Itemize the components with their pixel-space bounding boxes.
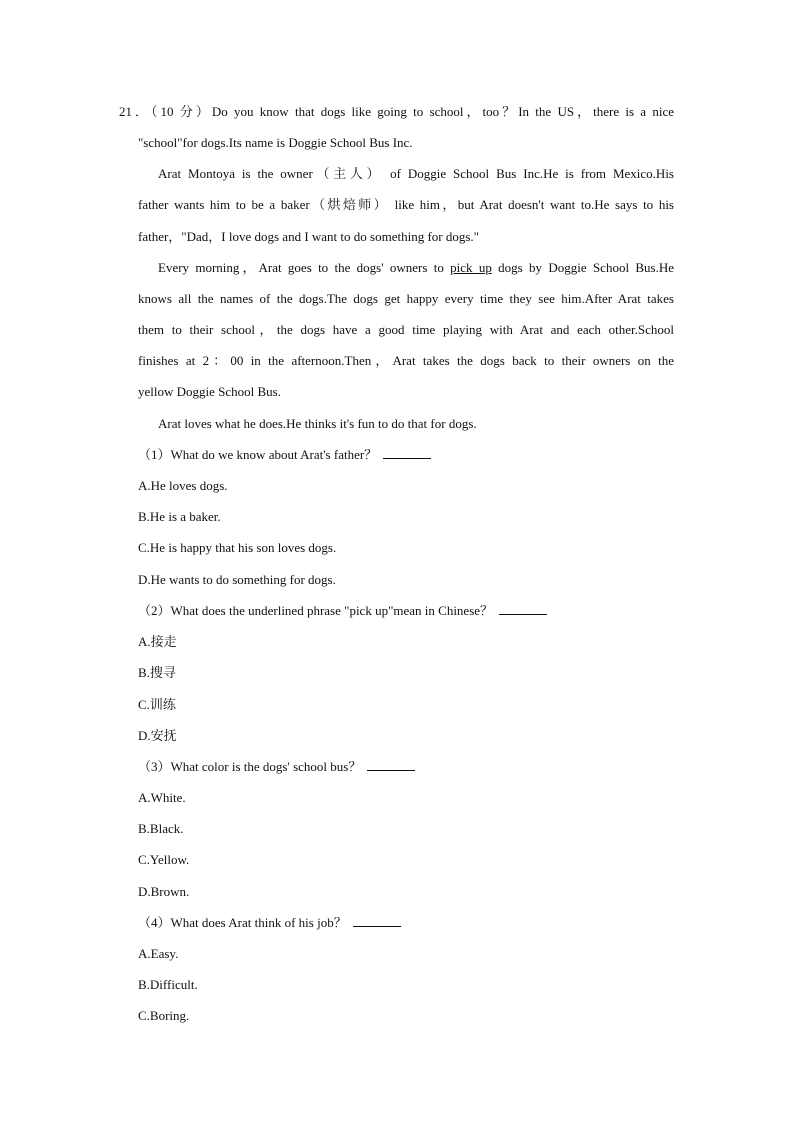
option-4a[interactable]: A.Easy. [138,946,179,961]
option-3a[interactable]: A.White. [138,790,186,805]
paragraph-2-line-1 [158,260,674,276]
sub-question-1 [138,447,431,463]
underlined-phrase: pick up [450,260,492,275]
option-4b[interactable]: B.Difficult. [138,977,198,992]
option-2c[interactable]: C.训练 [138,697,176,712]
option-3c[interactable]: C.Yellow. [138,852,190,867]
paragraph-1-line-2: father wants him to be a baker（烘焙师） like him，but Arat doesn't want to.He says to his [138,197,674,212]
sub-question-2 [138,603,547,619]
option-2a[interactable]: A.接走 [138,634,177,649]
option-4c[interactable]: C.Boring. [138,1008,190,1023]
answer-blank[interactable] [367,759,415,771]
paragraph-2-line-2: knows all the names of the dogs.The dogs get happy every time they see him.After Arat takes [138,291,674,306]
sub-question-3-prompt: （3）What color is the dogs' school bus？ [138,759,362,774]
paragraph-1-line-3: father，"Dad，I love dogs and I want to do something for dogs." [138,229,479,244]
option-1d[interactable]: D.He wants to do something for dogs. [138,572,336,587]
paragraph-1-line-1: Arat Montoya is the owner（主人） of Doggie School Bus Inc.He is from Mexico.His [158,166,674,181]
sub-question-4 [138,915,401,931]
option-1b[interactable]: B.He is a baker. [138,509,221,524]
answer-blank[interactable] [499,603,547,615]
sub-question-3 [138,759,415,775]
option-1c[interactable]: C.He is happy that his son loves dogs. [138,540,337,555]
paragraph-3: Arat loves what he does.He thinks it's fun to do that for dogs. [158,416,477,431]
option-2d[interactable]: D.安抚 [138,728,177,743]
sub-question-1-prompt: （1）What do we know about Arat's father？ [138,447,378,462]
option-1a[interactable]: A.He loves dogs. [138,478,228,493]
paragraph-2-line-4: finishes at 2：00 in the afternoon.Then，Arat takes the dogs back to their owners on the [138,353,674,368]
paragraph-2-text-after: dogs by Doggie School Bus.He [491,260,674,275]
option-2b[interactable]: B.搜寻 [138,665,176,680]
sub-question-2-prompt: （2）What does the underlined phrase "pick up"mean in Chinese？ [138,603,494,618]
option-3d[interactable]: D.Brown. [138,884,190,899]
answer-blank[interactable] [353,915,401,927]
paragraph-2-line-3: them to their school，the dogs have a good time playing with Arat and each other.School [138,322,674,337]
question-intro-line: "school"for dogs.Its name is Doggie School Bus Inc. [138,135,413,150]
question-header: 21．（10 分）Do you know that dogs like going to school，too？In the US，there is a nice [119,104,674,119]
sub-question-4-prompt: （4）What does Arat think of his job？ [138,915,347,930]
option-3b[interactable]: B.Black. [138,821,184,836]
paragraph-2-text-before: Every morning，Arat goes to the dogs' owners to [158,260,451,275]
paragraph-2-line-5: yellow Doggie School Bus. [138,384,281,399]
answer-blank[interactable] [383,447,431,459]
